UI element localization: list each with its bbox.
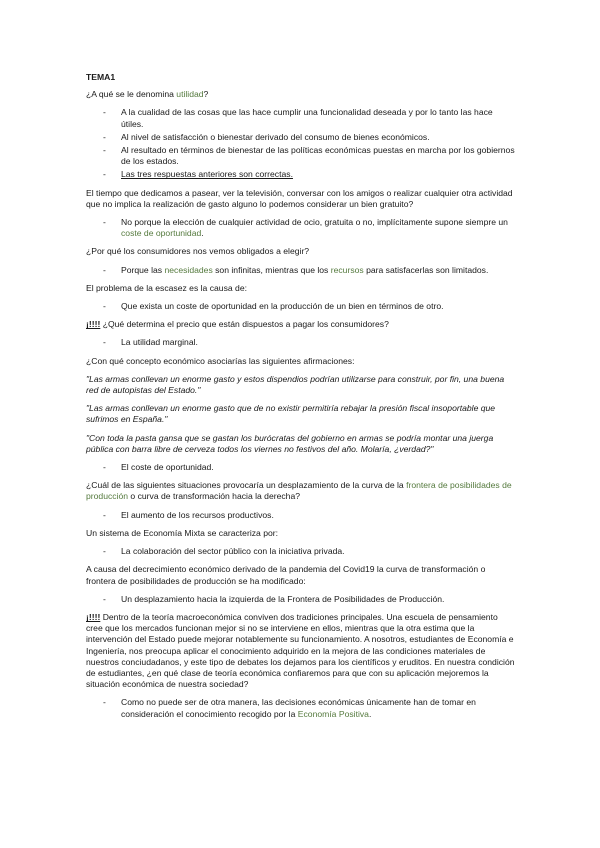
answer-item: - El coste de oportunidad. (86, 462, 516, 473)
answer-item: - La colaboración del sector público con la iniciativa privada. (86, 546, 516, 557)
document-body (86, 72, 516, 727)
answer-list (86, 337, 516, 348)
question-text: ¿Cuál de las siguientes situaciones provocaría un desplazamiento de la curva de la (86, 480, 407, 491)
question-text: ¿Qué determina el precio que están dispuestos a pagar los consumidores? (100, 319, 389, 330)
answer-item (86, 265, 516, 276)
term-frontera: frontera de posibilidades de producción (86, 480, 512, 502)
question-utilidad (86, 89, 516, 100)
term-economia-positiva: Economía Positiva (297, 708, 369, 719)
answer-text: Porque las (121, 264, 165, 275)
question-text: ¿A qué se le denomina (86, 89, 177, 100)
question-elegir: ¿Por qué los consumidores nos vemos obligados a elegir? (86, 246, 310, 257)
answer-list (86, 697, 516, 719)
answer-item (86, 697, 516, 719)
answer-item: - El aumento de los recursos productivos. (86, 510, 516, 521)
answer-item-correct (86, 169, 516, 180)
answer-text: Como no puede ser de otra manera, las decisiones económicas únicamente han de tomar en consideración el conocimiento recogido por la (121, 697, 476, 719)
question-escasez: El problema de la escasez es la causa de: (86, 282, 247, 293)
term-utilidad: utilidad (176, 89, 204, 100)
answer-text: son infinitas, mientras que los (212, 264, 331, 275)
answer-item: - Al resultado en términos de bienestar de las políticas económicas puestas en marcha por los gobiernos de los estados. (86, 145, 516, 167)
quote-1: "Las armas conllevan un enorme gasto y estos dispendios podrían utilizarse para construir, por fin, una buena red de autopistas del Estado." (86, 373, 505, 396)
question-precio (86, 319, 516, 330)
answer-list (86, 462, 516, 473)
answer-text: Las tres respuestas anteriores son correctas. (121, 169, 293, 180)
question-covid: A causa del decrecimiento económico derivado de la pandemia del Covid19 la curva de transformación o frontera de posibilidades de producción se ha modificado: (86, 564, 486, 586)
question-text: Dentro de la teoría macroeconómica conviven dos tradiciones principales. Una escuela de pensamiento cree que los mercados funcionan mejor si no se interviene en ellos, mientras que la otra estima que la intervención del Estado puede mejorar notablemente su funcionamiento. A nosotros, estudiantes de Economía e Ingeniería, nos preocupa aplicar el conocimiento adquirido en la mejora de las condiciones materiales de nuestros conciudadanos, y este tipo de debates los dejamos para los científicos y eruditos. En nuestra condición de estudiantes, ¿en qué clase de teoría económica confiaremos para que con su aplicación mejoremos la situación económica de nuestra sociedad? (86, 611, 515, 690)
answer-list (86, 217, 516, 239)
question-text-end: ? (203, 89, 209, 100)
answer-item: - Al nivel de satisfacción o bienestar derivado del consumo de bienes económicos. (86, 132, 516, 143)
question-desplazamiento (86, 480, 516, 502)
important-mark: ¡!!!! (86, 319, 101, 330)
answer-list (86, 594, 516, 605)
document-title: TEMA1 (86, 72, 116, 82)
answer-list (86, 301, 516, 312)
answer-item: - A la cualidad de las cosas que las hace cumplir una funcionalidad deseada y por lo tanto las hace útiles. (86, 107, 516, 129)
answer-item: - Un desplazamiento hacia la izquierda de la Frontera de Posibilidades de Producción. (86, 594, 516, 605)
answer-text-end: . (201, 228, 204, 239)
answer-text-end: . (368, 708, 372, 719)
answer-text: para satisfacerlas son limitados. (363, 264, 489, 275)
question-teoria (86, 612, 516, 690)
question-economia-mixta: Un sistema de Economía Mixta se caracteriza por: (86, 527, 279, 538)
answer-list (86, 546, 516, 557)
answer-list (86, 265, 516, 276)
answer-list (86, 107, 516, 180)
question-bien-gratuito: El tiempo que dedicamos a pasear, ver la televisión, conversar con los amigos o realizar cualquier otra actividad que no implica la realización de gasto alguno lo podemos considerar un bien gratuito? (86, 187, 513, 209)
term-coste-oportunidad: coste de oportunidad (121, 228, 202, 239)
answer-item: - Que exista un coste de oportunidad en la producción de un bien en términos de otro. (86, 301, 516, 312)
quote-3: "Con toda la pasta gansa que se gastan los burócratas del gobierno en armas se podría montar una juerga pública con barra libre de cerveza todos los viernes no festivos del año. Molaría, ¿verdad?" (86, 432, 494, 454)
answer-list (86, 510, 516, 521)
answer-item (86, 217, 516, 239)
term-necesidades: necesidades (164, 264, 213, 275)
question-text-end: o curva de transformación hacia la derecha? (128, 491, 301, 502)
important-mark: ¡!!!! (86, 611, 101, 622)
answer-item: - La utilidad marginal. (86, 337, 516, 348)
quote-2: "Las armas conllevan un enorme gasto que de no existir permitiría rebajar la presión fiscal insoportable que sufrimos en España." (86, 403, 496, 425)
question-concepto: ¿Con qué concepto económico asociarías las siguientes afirmaciones: (86, 355, 355, 366)
answer-text: No porque la elección de cualquier actividad de ocio, gratuita o no, implícitamente supone siempre un (121, 217, 508, 228)
term-recursos: recursos (330, 264, 364, 275)
